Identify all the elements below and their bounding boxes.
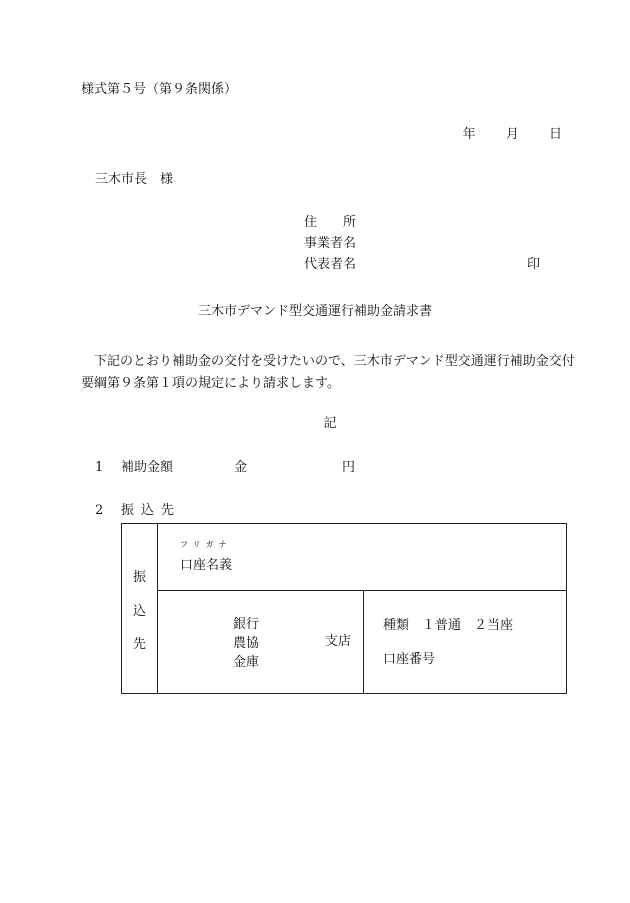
date-day: 日 xyxy=(548,127,562,142)
form-number: 様式第５号（第９条関係） xyxy=(81,82,238,97)
branch-label: 支店 xyxy=(325,634,352,649)
table-divider-vertical-inner xyxy=(363,590,364,693)
address-row xyxy=(304,216,540,237)
item2-number: 2 xyxy=(95,503,104,518)
applicant-block xyxy=(304,216,540,279)
transfer-table xyxy=(121,523,567,694)
table-divider-vertical xyxy=(157,524,158,693)
representative-label: 代表者名 xyxy=(304,257,357,272)
item1-number: 1 xyxy=(95,460,104,475)
side-label-char: 先 xyxy=(133,637,147,652)
side-label-char: 振 xyxy=(133,570,147,585)
bank-type-list xyxy=(233,615,259,672)
table-divider-horizontal xyxy=(157,590,566,591)
representative-row xyxy=(304,258,540,279)
date-line xyxy=(437,128,562,141)
item2-label: 振込先 xyxy=(121,503,182,518)
address-label: 住 所 xyxy=(304,215,357,230)
side-label-char: 込 xyxy=(133,604,147,619)
date-year: 年 xyxy=(462,127,476,142)
bank-type-bank: 銀行 xyxy=(233,617,260,632)
account-type-label: 種類 １普通 ２当座 xyxy=(383,618,514,633)
item1-kin: 金 xyxy=(234,460,248,475)
business-name-label: 事業者名 xyxy=(304,236,357,251)
bank-type-agri: 農協 xyxy=(233,636,260,651)
item1-yen: 円 xyxy=(342,460,356,475)
furigana-label: フリガナ xyxy=(180,540,232,549)
account-name-label: 口座名義 xyxy=(180,558,233,573)
ki-heading: 記 xyxy=(323,416,337,431)
body-text: 下記のとおり補助金の交付を受けたいので、三木市デマンド型交通運行補助金交付要綱第９条第１項の規定により請求します。 xyxy=(81,354,575,391)
business-row xyxy=(304,237,540,258)
item-subsidy-amount xyxy=(95,461,355,474)
addressee: 三木市長 様 xyxy=(95,172,174,187)
item-transfer-destination xyxy=(95,504,181,517)
bank-type-credit: 金庫 xyxy=(233,655,260,670)
date-month: 月 xyxy=(505,127,519,142)
item1-label: 補助金額 xyxy=(121,460,174,475)
document-title: 三木市デマンド型交通運行補助金請求書 xyxy=(197,304,432,319)
seal-mark: 印 xyxy=(527,257,541,272)
account-number-label: 口座番号 xyxy=(383,652,436,667)
